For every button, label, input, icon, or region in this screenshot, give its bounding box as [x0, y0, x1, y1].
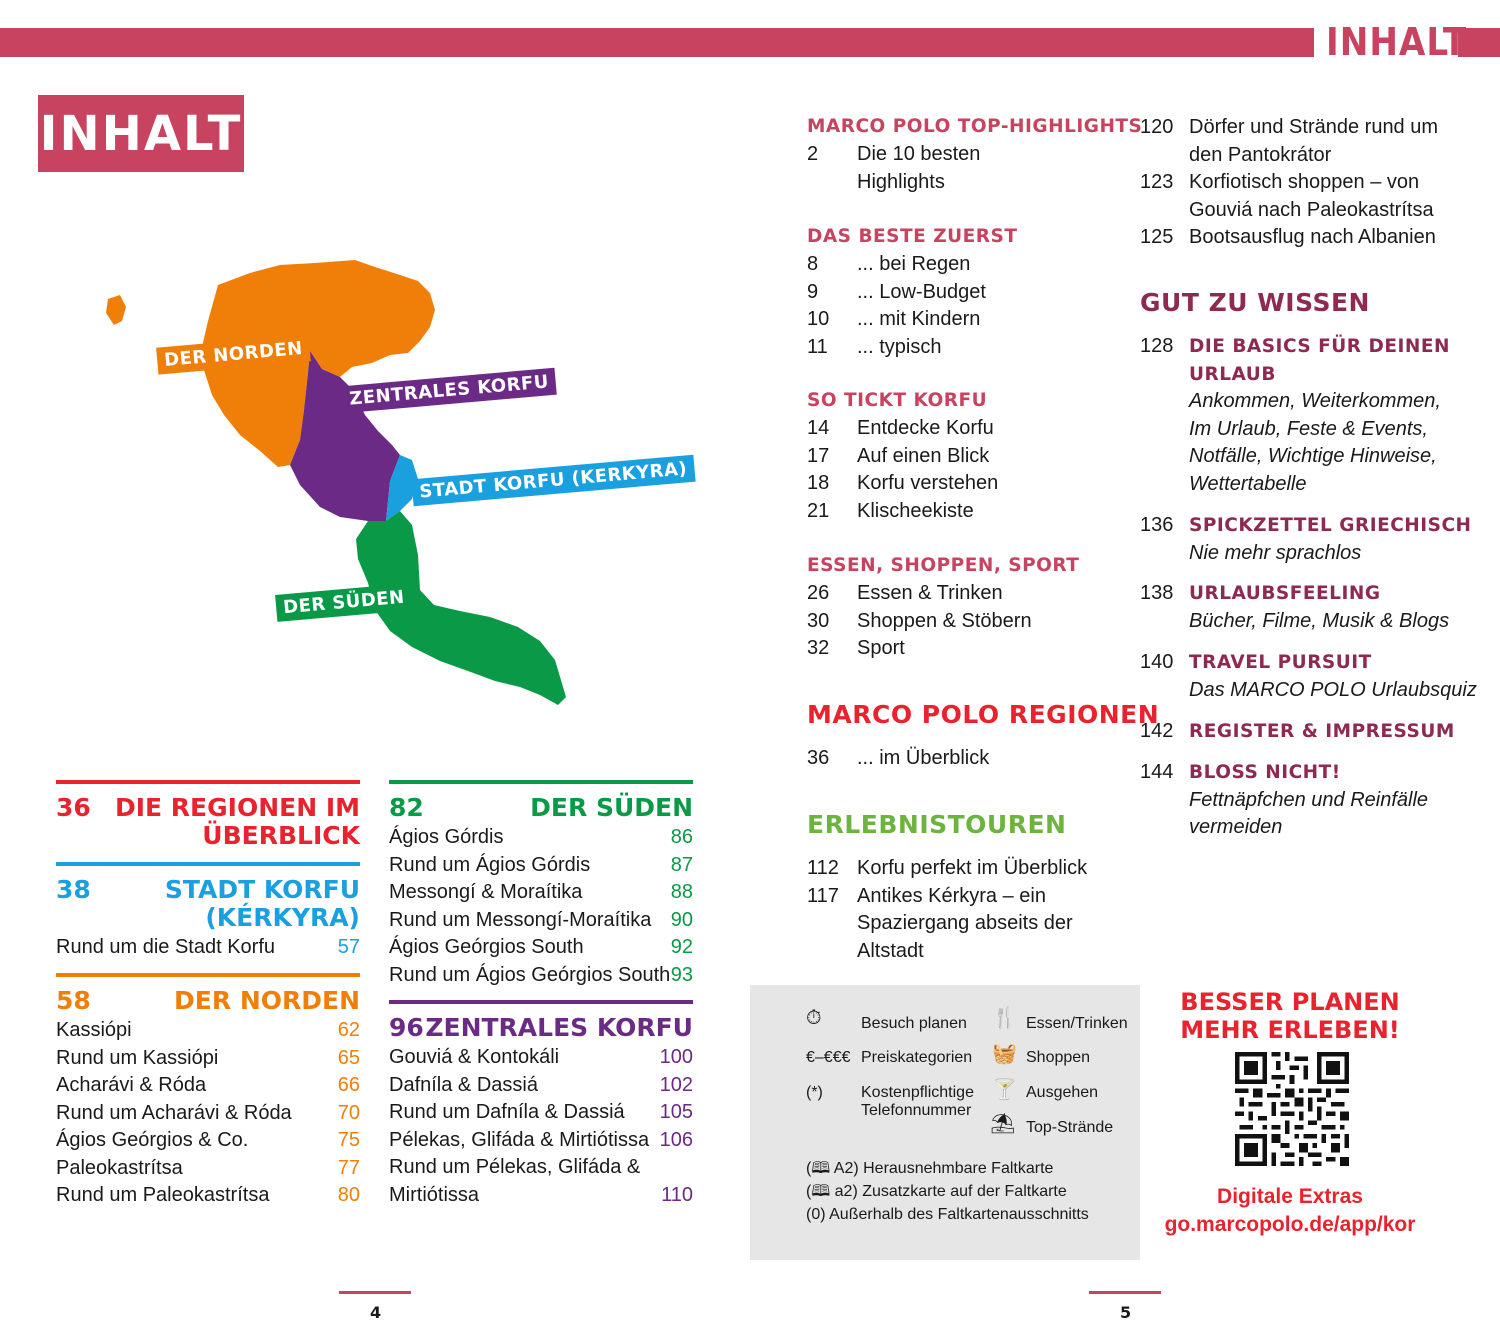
region-stadt [56, 862, 360, 962]
gzw-entry-basics: 128 DIE BASICS FÜR DEINEN URLAUB Ankommen, Weiterkommen, Im Urlaub, Feste & Events, Notfälle, Wichtige Hinweise, Wettertabelle [1140, 335, 1450, 495]
list-item: Rund um Kassiópi 65 [56, 1046, 360, 1069]
legend-besuch: Besuch planen [861, 1015, 967, 1032]
toc-entry: 8 ... bei Regen [807, 253, 971, 275]
map-label-norden: DER NORDEN [156, 334, 311, 374]
region-page: 96 [389, 1013, 424, 1042]
page-title: INHALT [38, 95, 244, 172]
map-book-icon: 🕮 [811, 1160, 831, 1177]
list-item: Mirtiótissa 110 [389, 1183, 693, 1206]
toc-touren-b [1140, 114, 1438, 252]
region-title: DER SÜDEN [530, 793, 693, 822]
region-page: 36 [56, 793, 91, 822]
region-sueden [389, 780, 693, 989]
toc-regionen [807, 745, 989, 773]
region-map [100, 255, 688, 725]
gzw-entry-travel-pursuit: 140 TRAVEL PURSUIT Das MARCO POLO Urlaubsquiz [1140, 651, 1477, 701]
toc-entry: 36 ... im Überblick [807, 747, 990, 769]
region-ueberblick [56, 780, 360, 850]
map-book-icon: 🕮 [811, 1183, 831, 1200]
legend-shoppen: Shoppen [1026, 1049, 1091, 1066]
list-item: Rund um Acharávi & Róda 70 [56, 1101, 360, 1124]
qr-code[interactable] [1235, 1052, 1349, 1166]
list-item: Dafníla & Dassiá 102 [389, 1073, 693, 1096]
region-title: STADT KORFU (KÉRKYRA) [164, 875, 360, 932]
running-header: INHALT [1326, 20, 1468, 64]
region-title: DIE REGIONEN IM ÜBERBLICK [114, 793, 360, 850]
toc-zuerst [807, 251, 986, 361]
toc-entry: 21 Klischeekiste [807, 499, 974, 522]
toc-entry: 117 Antikes Kérkyra – ein Spaziergang abseits der Altstadt [807, 884, 1073, 962]
gzw-entry-spickzettel: 136 SPICKZETTEL GRIECHISCH Nie mehr sprachlos [1140, 514, 1472, 564]
toc-entry: 125 Bootsausflug nach Albanien [1140, 226, 1436, 248]
page-rule-right [1089, 1291, 1161, 1294]
list-item: Rund um Paleokastrítsa 80 [56, 1184, 360, 1206]
list-item: Rund um Ágios Górdis 87 [389, 853, 693, 876]
legend-karte1: (🕮 A2) Herausnehmbare Faltkarte [806, 1160, 1054, 1177]
map-label-zentral: ZENTRALES KORFU [341, 368, 557, 414]
legend-ausgehen: Ausgehen [1026, 1084, 1099, 1101]
toc-entry: 14 Entdecke Korfu [807, 417, 994, 439]
section-heading-touren: ERLEBNISTOUREN [807, 810, 1067, 839]
beach-umbrella-icon: ⛱ [990, 1113, 1016, 1135]
list-item: Rund um Messongí-Moraítika 90 [389, 908, 693, 931]
header-bar-left [0, 28, 1314, 57]
legend-karte3: (0) Außerhalb des Faltkartenausschnitts [806, 1206, 1089, 1223]
map-label-sueden: DER SÜDEN [275, 583, 413, 622]
fork-knife-icon: 🍴 [992, 1007, 1017, 1029]
list-item: Ágios Górdis 86 [389, 826, 693, 848]
toc-entry: 26 Essen & Trinken [807, 582, 1003, 604]
list-item: Paleokastrítsa 77 [56, 1156, 360, 1179]
legend-straende: Top-Strände [1026, 1119, 1114, 1136]
toc-entry: 32 Sport [807, 637, 905, 659]
legend-karte2: (🕮 a2) Zusatzkarte auf der Faltkarte [806, 1183, 1067, 1200]
page-number-left: 4 [370, 1303, 382, 1322]
toc-entry: 30 Shoppen & Stöbern [807, 609, 1032, 632]
toc-touren-a [807, 855, 1087, 965]
region-title: DER NORDEN [174, 986, 360, 1015]
clock-icon: ⏱ [806, 1007, 822, 1029]
toc-entry: 9 ... Low-Budget [807, 280, 986, 303]
list-item: Rund um die Stadt Korfu 57 [56, 936, 360, 958]
toc-entry: 17 Auf einen Blick [807, 444, 990, 467]
basket-icon: 🧺 [992, 1043, 1017, 1065]
toc-entry: 2 Die 10 besten Highlights [807, 143, 981, 193]
gzw-entry-register: 142 REGISTER & IMPRESSUM [1140, 720, 1455, 742]
list-item: Messongí & Moraítika 88 [389, 881, 693, 903]
toc-entry: 120 Dörfer und Strände rund um den Pantokrátor [1140, 116, 1439, 166]
map-island-small [106, 295, 126, 325]
section-heading-essen: ESSEN, SHOPPEN, SPORT [807, 555, 1080, 576]
promo-url[interactable]: go.marcopolo.de/app/kor [1164, 1213, 1416, 1236]
legend-preis: Preiskategorien [861, 1049, 973, 1066]
promo-footer [1150, 1183, 1430, 1239]
region-title: ZENTRALES KORFU [425, 1013, 693, 1042]
list-item: Acharávi & Róda 66 [56, 1074, 360, 1096]
toc-entry: 123 Korfiotisch shoppen – von Gouviá nach Paleokastrítsa [1140, 171, 1434, 221]
cocktail-icon: 🍸 [992, 1079, 1017, 1101]
toc-highlights [807, 141, 980, 196]
list-item: Kassiópi 62 [56, 1019, 360, 1041]
list-item: Rund um Pélekas, Glifáda & [389, 1156, 641, 1178]
section-heading-highlights: MARCO POLO TOP-HIGHLIGHTS [807, 116, 1143, 137]
list-item: Ágios Geórgios South 92 [389, 936, 693, 958]
region-norden [56, 973, 360, 1210]
legend-essen: Essen/Trinken [1026, 1015, 1128, 1032]
region-page: 38 [56, 875, 91, 904]
gzw-entry-bloss-nicht: 144 BLOSS NICHT! Fettnäpfchen und Reinfälle vermeiden [1140, 761, 1429, 838]
toc-entry: 11 ... typisch [807, 335, 942, 358]
promo-heading: BESSER PLANEN MEHR ERLEBEN! [1180, 988, 1400, 1044]
list-item: Pélekas, Glifáda & Mirtiótissa 106 [389, 1128, 693, 1151]
section-heading-gut-zu-wissen: GUT ZU WISSEN [1140, 288, 1370, 317]
section-heading-regionen: MARCO POLO REGIONEN [807, 700, 1160, 729]
section-heading-zuerst: DAS BESTE ZUERST [807, 226, 1018, 247]
toc-essen [807, 580, 1032, 663]
region-page: 82 [389, 793, 424, 822]
gzw-entry-urlaubsfeeling: 138 URLAUBSFEELING Bücher, Filme, Musik & Blogs [1140, 582, 1450, 632]
list-item: Ágios Geórgios & Co. 75 [56, 1129, 360, 1151]
toc-entry: 112 Korfu perfekt im Überblick [807, 857, 1088, 879]
toc-tickt [807, 415, 998, 525]
list-item: Rund um Dafníla & Dassiá 105 [389, 1101, 693, 1123]
page-number-right: 5 [1120, 1303, 1132, 1322]
toc-entry: 10 ... mit Kindern [807, 308, 981, 330]
legend-preis-symbol: €–€€€ [806, 1049, 851, 1066]
section-heading-tickt: SO TICKT KORFU [807, 390, 988, 411]
list-item: Gouviá & Kontokáli 100 [389, 1046, 693, 1068]
region-page: 58 [56, 986, 91, 1015]
page-rule-left [339, 1291, 411, 1294]
legend-kosten: Kostenpflichtige Telefonnummer [861, 1084, 974, 1119]
legend-box [750, 985, 1140, 1260]
map-label-stadt: STADT KORFU (KERKYRA) [411, 455, 695, 507]
region-zentral [389, 1000, 693, 1209]
promo-sub: Digitale Extras [1217, 1185, 1363, 1208]
legend-kosten-symbol: (*) [806, 1084, 823, 1101]
toc-entry: 18 Korfu verstehen [807, 472, 999, 494]
list-item: Rund um Ágios Geórgios South 93 [389, 963, 693, 986]
